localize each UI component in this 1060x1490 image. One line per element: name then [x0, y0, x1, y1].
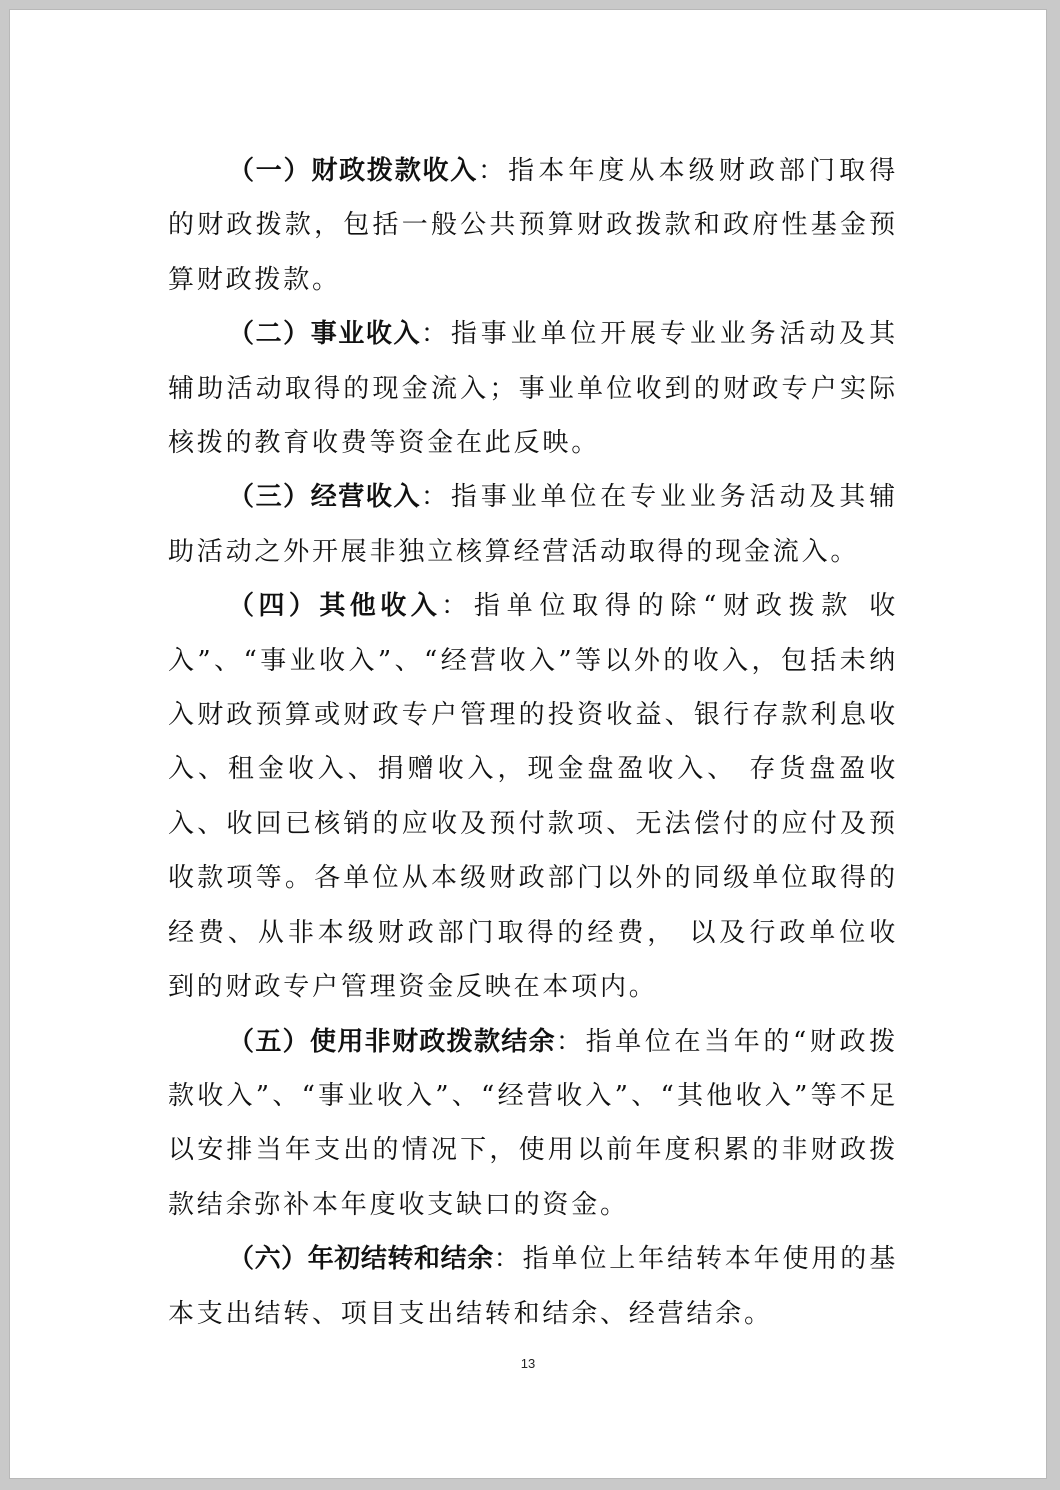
term-heading: （一）财政拨款收入 [228, 156, 479, 186]
term-definition: ：指单位上年结转本年使用的基本支出结转、项目支出结转和结余、经营结余。 [168, 1244, 898, 1329]
page-number: 13 [520, 1356, 536, 1371]
term-definition: ：指事业单位在专业业务活动及其辅助活动之外开展非独立核算经营活动取得的现金流入。 [168, 482, 898, 567]
term-heading: （四）其他收入 [228, 591, 442, 622]
paragraph-operating-income [168, 470, 898, 579]
paragraph-fiscal-appropriation-income [168, 144, 898, 307]
paragraph-other-income [168, 579, 898, 1014]
term-definition: ：指单位在当年的“财政拨款收入”、“事业收入”、“经营收入”、“其他收入”等不足以安排当年支出的情况下，使用以前年度积累的非财政拨款结余弥补本年度收支缺口的资金。 [168, 1026, 898, 1220]
term-heading: （六）年初结转和结余 [228, 1244, 494, 1275]
paragraph-non-fiscal-balance-use [168, 1015, 898, 1233]
term-definition: ：指本年度从本级财政部门取得的财政拨款，包括一般公共预算财政拨款和政府性基金预算财政拨款。 [168, 156, 898, 295]
paragraph-business-income [168, 307, 898, 470]
term-definition: ：指事业单位开展专业业务活动及其辅助活动取得的现金流入；事业单位收到的财政专户实际核拨的教育收费等资金在此反映。 [168, 319, 898, 459]
term-definition: ：指单位取得的除“财政拨款 收入”、“事业收入”、“经营收入”等以外的收入，包括未纳入财政预算或财政专户管理的投资收益、银行存款利息收入、租金收入、捐赠收入，现金盘盈收入、 存货盘盈收入、收回已核销的应收及预付款项、无法偿付的应付及预收款项等。各单位从本级财政部门以外的同级单位取得的经费、从非本级财政部门取得的经费， 以及行政单位收到的财政专户管理资金反映在本项内。 [168, 591, 898, 1003]
document-page [10, 10, 1046, 1478]
term-heading: （三）经营收入 [228, 482, 422, 513]
term-heading: （五）使用非财政拨款结余 [228, 1026, 556, 1057]
paragraph-opening-carryover [168, 1232, 898, 1341]
body-text [168, 144, 898, 1341]
term-heading: （二）事业收入 [228, 319, 422, 350]
